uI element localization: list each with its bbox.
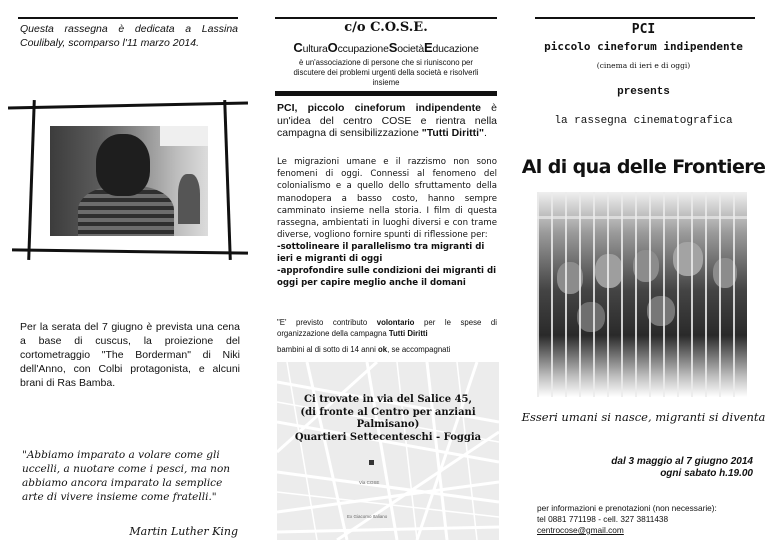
middle-panel (257, 0, 515, 545)
address-line: Quartieri Settecenteschi - Foggia (294, 431, 482, 443)
phone-numbers: tel 0881 771198 - cell. 327 3811438 (537, 514, 669, 524)
slogan: Esseri umani si nasce, migranti si diventa (521, 410, 766, 424)
map-label: Ex Giacomo Italiano (347, 514, 388, 519)
bullet-1: -sottolineare il parallelismo tra migranti di ieri e migranti di oggi (277, 242, 485, 265)
left-panel (0, 0, 257, 545)
date-range: dal 3 maggio al 7 giugno 2014 (611, 456, 753, 467)
org-title: c/o C.O.S.E. (344, 20, 428, 35)
bullet-2: -approfondire sulle condizioni dei migranti di oggi per capire meglio anche il domani (277, 266, 497, 289)
dedication-text: Questa rassegna è dedicata a Lassina Coulibaly, scomparso l'11 marzo 2014. (20, 23, 238, 49)
event-dates (535, 456, 753, 480)
contribution-note: "E' previsto contributo volontario per le spese di organizzazione della campagna Tutti Diritti (277, 318, 497, 338)
schedule: ogni sabato h.19.00 (660, 468, 753, 479)
quote-text: "Abbiamo imparato a volare come gli uccelli, a nuotare come i pesci, ma non abbiamo ancora imparato la semplice arte di vivere insieme come fratelli." (22, 449, 231, 503)
intro-paragraph: PCI, piccolo cineforum indipendente è un'idea del centro COSE e rientra nella campagna di sensibilizzazione "Tutti Diritti". (277, 102, 497, 139)
org-description: è un'associazione di persone che si riuniscono per discutere dei problemi urgenti della società e risolverli insieme (293, 58, 479, 87)
org-acronym: CulturaOccupazioneSocietàEducazione (293, 40, 479, 55)
top-rule (535, 17, 755, 19)
pci-title: PCI (631, 22, 656, 37)
map-label: Via COSE (359, 480, 380, 485)
pci-subtitle: piccolo cineforum indipendente (544, 40, 743, 53)
festival-title: Al di qua delle Frontiere (521, 156, 766, 178)
address-line: (di fronte al Centro per anziani Palmisano) (300, 406, 476, 430)
presents-text: presents (617, 86, 670, 98)
top-rule (18, 17, 238, 19)
body-paragraph: Le migrazioni umane e il razzismo non sono fenomeni di oggi. Connessi al fenomeno del colonialismo e a quello dello sfruttamento della manodopera a basso costo, hanno sempre camminato insieme nella storia. I film di questa rassegna, ambientati in luoghi diversi e con trame diverse, vogliono fornire spunti di riflessione per: (277, 157, 497, 241)
event-description: Per la serata del 7 giugno è prevista una cena a base di cuscus, la proiezione del cortometraggio "The Borderman" di Niki dell'Anno, con Colbi protagonista, e alcuni brani di Ras Bamba. (20, 321, 240, 389)
pci-tagline: (cinema di ieri e di oggi) (596, 61, 691, 70)
address-line: Ci trovate in via del Salice 45, (304, 394, 472, 405)
contact-info (537, 503, 759, 536)
photo-frame (8, 100, 248, 260)
children-note: bambini al di sotto di 14 anni ok, se accompagnati (277, 345, 451, 354)
quote-author: Martin Luther King (129, 525, 238, 538)
divider-bar (275, 91, 497, 96)
crowd-photo (537, 192, 747, 397)
address-block (287, 394, 489, 444)
rassegna-text: la rassegna cinematografica (554, 115, 733, 127)
right-panel (515, 0, 772, 545)
top-rule (275, 17, 497, 19)
location-map (277, 362, 499, 540)
info-label: per informazioni e prenotazioni (non necessarie): (537, 503, 717, 513)
portrait-photo (50, 126, 208, 236)
email-link[interactable]: centrocose@gmail.com (537, 525, 624, 535)
